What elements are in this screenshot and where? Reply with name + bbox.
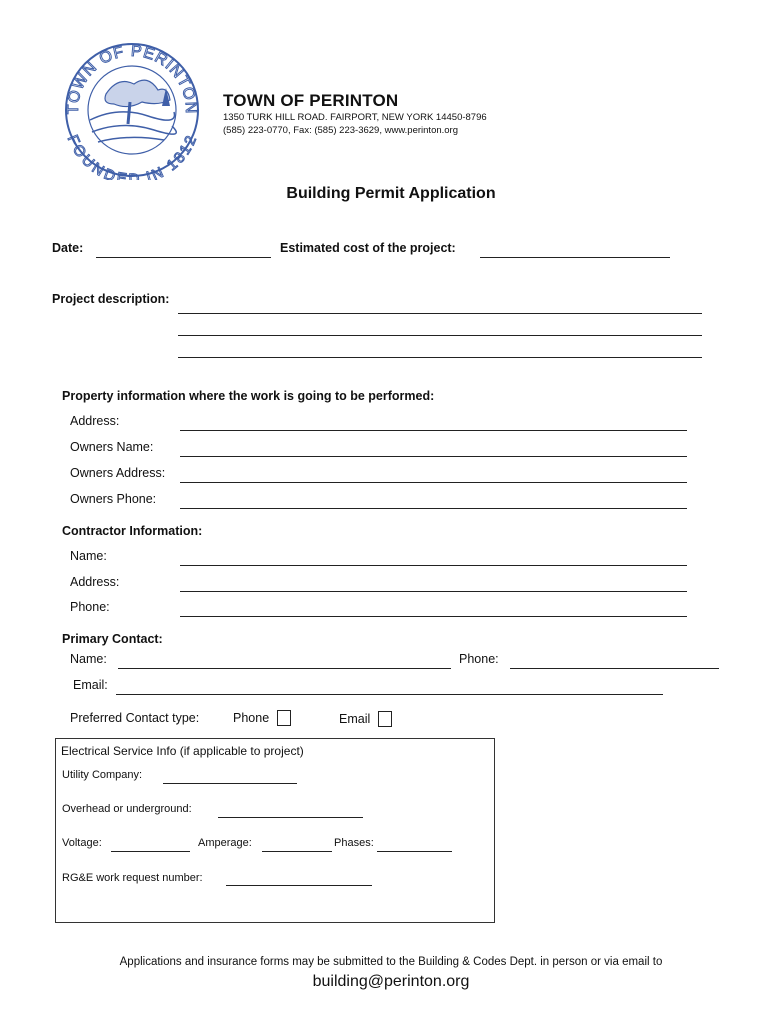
seal-text-top: TOWN OF PERINTON — [64, 42, 200, 115]
rge-request-field[interactable] — [226, 885, 372, 886]
amperage-label: Amperage: — [198, 837, 252, 849]
form-title: Building Permit Application — [286, 185, 496, 202]
contractor-phone-field[interactable] — [180, 616, 687, 617]
date-label: Date: — [52, 241, 84, 255]
org-contact: (585) 223-0770, Fax: (585) 223-3629, www.perinton.org — [223, 125, 458, 136]
project-description-line-1[interactable] — [178, 313, 702, 314]
owners-name-field[interactable] — [180, 456, 687, 457]
footer-note: Applications and insurance forms may be submitted to the Building & Codes Dept. in person or via email to — [119, 956, 663, 968]
contractor-address-label: Address: — [70, 575, 120, 589]
electrical-heading: Electrical Service Info (if applicable to project) — [61, 744, 304, 758]
voltage-field[interactable] — [111, 851, 190, 852]
project-description-label: Project description: — [52, 292, 170, 306]
owners-phone-field[interactable] — [180, 508, 687, 509]
contractor-phone-label: Phone: — [70, 600, 110, 614]
contractor-address-field[interactable] — [180, 591, 687, 592]
primary-name-label: Name: — [70, 652, 107, 666]
date-field[interactable] — [96, 257, 271, 258]
seal-text-bottom: FOUNDED IN 1812 — [63, 132, 201, 180]
utility-company-label: Utility Company: — [62, 769, 143, 781]
primary-email-field[interactable] — [116, 694, 663, 695]
voltage-label: Voltage: — [62, 837, 102, 849]
org-address: 1350 TURK HILL ROAD. FAIRPORT, NEW YORK 14450-8796 — [223, 112, 487, 123]
contractor-name-label: Name: — [70, 549, 107, 563]
utility-company-field[interactable] — [163, 783, 297, 784]
preferred-phone-checkbox[interactable] — [277, 710, 291, 726]
amperage-field[interactable] — [262, 851, 332, 852]
footer-email[interactable]: building@perinton.org — [312, 973, 470, 990]
owners-address-field[interactable] — [180, 482, 687, 483]
primary-name-field[interactable] — [118, 668, 451, 669]
primary-phone-field[interactable] — [510, 668, 719, 669]
org-name: TOWN OF PERINTON — [223, 91, 399, 110]
contractor-name-field[interactable] — [180, 565, 687, 566]
preferred-email-checkbox[interactable] — [378, 711, 392, 727]
property-heading: Property information where the work is going to be performed: — [62, 389, 435, 403]
overhead-underground-label: Overhead or underground: — [62, 803, 192, 815]
property-address-field[interactable] — [180, 430, 687, 431]
primary-phone-label: Phone: — [459, 652, 499, 666]
primary-contact-heading: Primary Contact: — [62, 632, 163, 646]
property-address-label: Address: — [70, 414, 120, 428]
contractor-heading: Contractor Information: — [62, 524, 203, 538]
rge-request-label: RG&E work request number: — [62, 872, 203, 884]
phases-label: Phases: — [334, 837, 374, 849]
owners-address-label: Owners Address: — [70, 466, 166, 480]
electrical-service-box — [55, 738, 495, 923]
project-description-line-3[interactable] — [178, 357, 702, 358]
owners-phone-label: Owners Phone: — [70, 492, 157, 506]
preferred-contact-label: Preferred Contact type: — [70, 711, 200, 725]
owners-name-label: Owners Name: — [70, 440, 154, 454]
phases-field[interactable] — [377, 851, 452, 852]
primary-email-label: Email: — [73, 678, 108, 692]
overhead-underground-field[interactable] — [218, 817, 363, 818]
preferred-email-label: Email — [339, 712, 371, 726]
cost-field[interactable] — [480, 257, 670, 258]
town-seal-logo — [58, 36, 206, 180]
cost-label: Estimated cost of the project: — [280, 241, 456, 255]
preferred-phone-label: Phone — [233, 711, 270, 725]
project-description-line-2[interactable] — [178, 335, 702, 336]
